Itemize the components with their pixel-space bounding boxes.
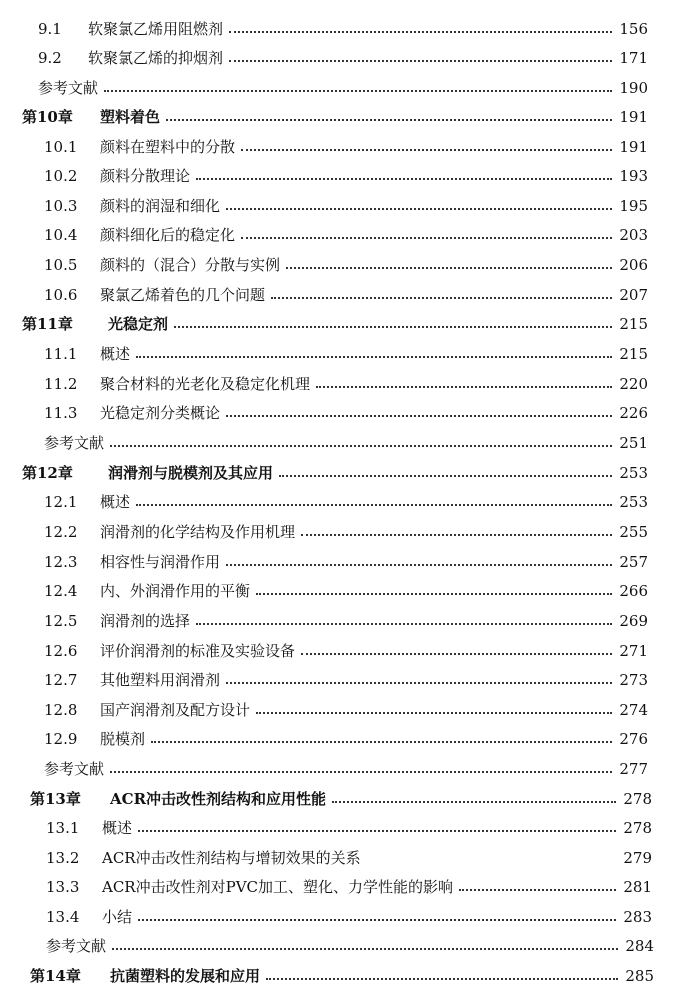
entry-title: 颜料分散理论 xyxy=(100,167,191,185)
entry-title: 概述 xyxy=(100,345,131,363)
entry-title: 光稳定剂分类概论 xyxy=(100,404,221,422)
section-number: 12.8 xyxy=(44,700,78,719)
dot-leader xyxy=(229,60,612,62)
page-number: 220 xyxy=(619,374,648,393)
dot-leader xyxy=(104,90,612,92)
page-number: 278 xyxy=(623,789,652,808)
entry-title: 润滑剂的化学结构及作用机理 xyxy=(100,523,296,541)
toc-entry xyxy=(0,961,684,990)
entry-title: 颜料在塑料中的分散 xyxy=(100,138,236,156)
section-number: 12.3 xyxy=(44,552,78,571)
entry-title: 颜料的润湿和细化 xyxy=(100,197,221,215)
page-number: 283 xyxy=(623,907,652,926)
toc-entry xyxy=(0,931,684,960)
page-number: 255 xyxy=(619,522,648,541)
entry-title: ACR冲击改性剂结构与增韧效果的关系 xyxy=(102,849,361,867)
entry-title: 脱模剂 xyxy=(100,730,146,748)
dot-leader xyxy=(166,119,612,121)
page-number: 156 xyxy=(619,19,648,38)
toc-entry xyxy=(0,872,684,901)
dot-leader xyxy=(136,504,612,506)
entry-title: 抗菌塑料的发展和应用 xyxy=(110,967,261,985)
toc-entry xyxy=(0,73,684,102)
page-number: 257 xyxy=(619,552,648,571)
toc-entry xyxy=(0,191,684,220)
chapter-number: 第13章 xyxy=(30,790,81,808)
dot-leader xyxy=(459,889,616,891)
page-number: 203 xyxy=(619,225,648,244)
toc-entry xyxy=(0,754,684,783)
dot-leader xyxy=(256,712,612,714)
entry-title: 软聚氯乙烯的抑烟剂 xyxy=(88,49,224,67)
toc-entry xyxy=(0,606,684,635)
toc-entry xyxy=(0,14,684,43)
dot-leader xyxy=(136,356,612,358)
page-number: 284 xyxy=(625,936,654,955)
page-number: 277 xyxy=(619,759,648,778)
section-number: 12.1 xyxy=(44,492,78,511)
section-number: 13.4 xyxy=(46,907,80,926)
dot-leader xyxy=(226,682,612,684)
toc-entry xyxy=(0,428,684,457)
page-number: 190 xyxy=(619,78,648,97)
page-number: 266 xyxy=(619,581,648,600)
dot-leader xyxy=(266,978,618,980)
entry-title: ACR冲击改性剂结构和应用性能 xyxy=(110,790,327,808)
entry-title: 概述 xyxy=(102,819,133,837)
section-number: 13.1 xyxy=(46,818,80,837)
dot-leader xyxy=(138,830,616,832)
page-number: 271 xyxy=(619,641,648,660)
dot-leader xyxy=(316,386,612,388)
page-number: 191 xyxy=(619,137,648,156)
toc-entry xyxy=(0,369,684,398)
dot-leader xyxy=(226,415,612,417)
page-number: 253 xyxy=(619,492,648,511)
entry-title: 参考文献 xyxy=(38,79,99,97)
toc-entry xyxy=(0,695,684,724)
entry-title: 光稳定剂 xyxy=(108,315,169,333)
toc-entry xyxy=(0,309,684,338)
dot-leader xyxy=(256,593,612,595)
toc-entry xyxy=(0,902,684,931)
section-number: 9.2 xyxy=(38,48,62,67)
page-number: 274 xyxy=(619,700,648,719)
section-number: 9.1 xyxy=(38,19,62,38)
entry-title: 相容性与润滑作用 xyxy=(100,553,221,571)
dot-leader xyxy=(301,534,612,536)
section-number: 10.5 xyxy=(44,255,78,274)
entry-title: 颜料细化后的稳定化 xyxy=(100,226,236,244)
page-number: 276 xyxy=(619,729,648,748)
dot-leader xyxy=(196,178,612,180)
dot-leader xyxy=(241,149,612,151)
entry-title: 润滑剂的选择 xyxy=(100,612,191,630)
toc-entry xyxy=(0,636,684,665)
section-number: 12.7 xyxy=(44,670,78,689)
dot-leader xyxy=(174,326,612,328)
toc-entry xyxy=(0,280,684,309)
entry-title: 颜料的（混合）分散与实例 xyxy=(100,256,281,274)
chapter-number: 第14章 xyxy=(30,967,81,985)
dot-leader xyxy=(110,771,612,773)
section-number: 10.1 xyxy=(44,137,78,156)
dot-leader xyxy=(112,948,618,950)
toc-entry xyxy=(0,43,684,72)
section-number: 13.2 xyxy=(46,848,80,867)
page-number: 171 xyxy=(619,48,648,67)
dot-leader xyxy=(301,653,612,655)
dot-leader xyxy=(226,208,612,210)
chapter-number: 第11章 xyxy=(22,315,73,333)
section-number: 10.2 xyxy=(44,166,78,185)
entry-title: 聚合材料的光老化及稳定化机理 xyxy=(100,375,311,393)
toc-entry xyxy=(0,843,684,872)
toc-entry xyxy=(0,250,684,279)
page-number: 279 xyxy=(623,848,652,867)
dot-leader xyxy=(229,31,612,33)
page-number: 273 xyxy=(619,670,648,689)
dot-leader xyxy=(196,623,612,625)
dot-leader xyxy=(279,475,612,477)
page-number: 269 xyxy=(619,611,648,630)
section-number: 11.3 xyxy=(44,403,78,422)
toc-entry xyxy=(0,458,684,487)
chapter-number: 第12章 xyxy=(22,464,73,482)
toc-entry xyxy=(0,339,684,368)
section-number: 12.6 xyxy=(44,641,78,660)
page-number: 207 xyxy=(619,285,648,304)
section-number: 11.2 xyxy=(44,374,78,393)
dot-leader xyxy=(138,919,616,921)
entry-title: 评价润滑剂的标准及实验设备 xyxy=(100,642,296,660)
toc-entry xyxy=(0,576,684,605)
section-number: 12.4 xyxy=(44,581,78,600)
toc-entry xyxy=(0,784,684,813)
toc-entry xyxy=(0,813,684,842)
dot-leader xyxy=(241,237,612,239)
page-number: 251 xyxy=(619,433,648,452)
toc-entry xyxy=(0,724,684,753)
entry-title: 参考文献 xyxy=(44,434,105,452)
entry-title: 聚氯乙烯着色的几个问题 xyxy=(100,286,266,304)
page-number: 193 xyxy=(619,166,648,185)
page-number: 191 xyxy=(619,107,648,126)
entry-title: 其他塑料用润滑剂 xyxy=(100,671,221,689)
entry-title: 国产润滑剂及配方设计 xyxy=(100,701,251,719)
page-number: 195 xyxy=(619,196,648,215)
entry-title: 小结 xyxy=(102,908,133,926)
dot-leader xyxy=(332,801,616,803)
entry-title: 软聚氯乙烯用阻燃剂 xyxy=(88,20,224,38)
toc-entry xyxy=(0,665,684,694)
entry-title: 概述 xyxy=(100,493,131,511)
entry-title: 内、外润滑作用的平衡 xyxy=(100,582,251,600)
toc-entry xyxy=(0,220,684,249)
page-number: 226 xyxy=(619,403,648,422)
entry-title: ACR冲击改性剂对PVC加工、塑化、力学性能的影响 xyxy=(102,878,454,896)
page-number: 281 xyxy=(623,877,652,896)
section-number: 11.1 xyxy=(44,344,78,363)
page-number: 215 xyxy=(619,344,648,363)
toc-entry xyxy=(0,547,684,576)
entry-title: 塑料着色 xyxy=(100,108,161,126)
entry-title: 参考文献 xyxy=(44,760,105,778)
toc-entry xyxy=(0,487,684,516)
section-number: 12.2 xyxy=(44,522,78,541)
dot-leader xyxy=(271,297,612,299)
section-number: 10.4 xyxy=(44,225,78,244)
toc-entry xyxy=(0,517,684,546)
dot-leader xyxy=(110,445,612,447)
dot-leader xyxy=(151,741,612,743)
section-number: 13.3 xyxy=(46,877,80,896)
page-number: 253 xyxy=(619,463,648,482)
toc-entry xyxy=(0,161,684,190)
page-number: 278 xyxy=(623,818,652,837)
dot-leader xyxy=(286,267,612,269)
entry-title: 参考文献 xyxy=(46,937,107,955)
toc-entry xyxy=(0,398,684,427)
dot-leader xyxy=(367,860,616,862)
page-number: 206 xyxy=(619,255,648,274)
entry-title: 润滑剂与脱模剂及其应用 xyxy=(108,464,274,482)
dot-leader xyxy=(226,564,612,566)
chapter-number: 第10章 xyxy=(22,108,73,126)
section-number: 10.3 xyxy=(44,196,78,215)
page-number: 285 xyxy=(625,966,654,985)
page-number: 215 xyxy=(619,314,648,333)
toc-entry xyxy=(0,102,684,131)
section-number: 12.5 xyxy=(44,611,78,630)
toc-entry xyxy=(0,132,684,161)
section-number: 12.9 xyxy=(44,729,78,748)
section-number: 10.6 xyxy=(44,285,78,304)
